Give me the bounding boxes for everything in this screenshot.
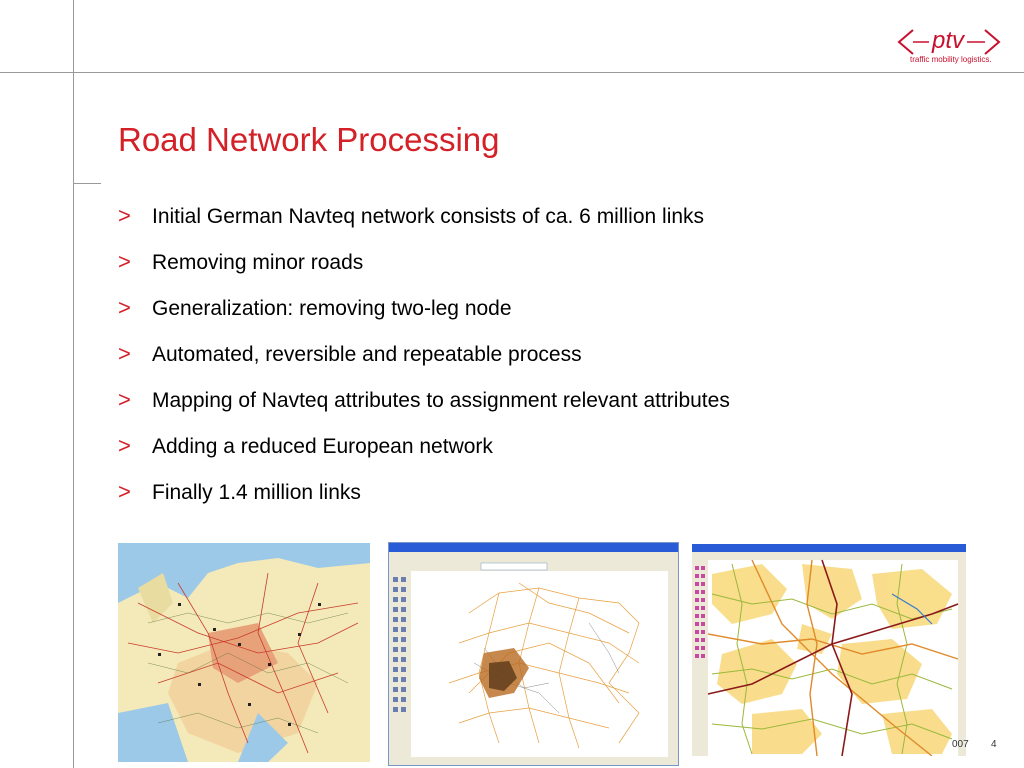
- bullet-marker: >: [118, 433, 131, 458]
- logo-wordmark: ptv: [931, 27, 965, 54]
- footer-date: 007: [952, 739, 969, 750]
- bullet-text: Initial German Navteq network consists of ca. 6 million links: [152, 205, 705, 228]
- bullet-marker: >: [118, 203, 131, 228]
- header-rule: [0, 72, 1024, 73]
- title-rule-accent: [73, 183, 101, 184]
- bullet-text: Removing minor roads: [152, 251, 364, 274]
- bullet-marker: >: [118, 387, 131, 412]
- bullet-item: [118, 430, 730, 476]
- bullet-list: [118, 200, 730, 522]
- detail-network-screenshot: [692, 544, 966, 756]
- page-number: 4: [991, 739, 997, 750]
- bullet-item: [118, 200, 730, 246]
- bullet-text: Mapping of Navteq attributes to assignment relevant attributes: [152, 389, 730, 412]
- bullet-item: [118, 246, 730, 292]
- network-editor-screenshot: [388, 542, 679, 766]
- bullet-item: [118, 292, 730, 338]
- bullet-marker: >: [118, 341, 131, 366]
- bullet-text: Finally 1.4 million links: [152, 481, 361, 504]
- bullet-item: [118, 338, 730, 384]
- bullet-text: Adding a reduced European network: [152, 435, 493, 458]
- bullet-item: [118, 476, 730, 522]
- bullet-item: [118, 384, 730, 430]
- bullet-text: Automated, reversible and repeatable process: [152, 343, 582, 366]
- logo-tagline: traffic mobility logistics.: [910, 55, 992, 64]
- vertical-rule: [73, 0, 74, 768]
- bullet-text: Generalization: removing two-leg node: [152, 297, 512, 320]
- europe-road-map-image: [118, 543, 370, 762]
- bullet-marker: >: [118, 479, 131, 504]
- slide-title: Road Network Processing: [118, 121, 500, 158]
- bullet-marker: >: [118, 295, 131, 320]
- bullet-marker: >: [118, 249, 131, 274]
